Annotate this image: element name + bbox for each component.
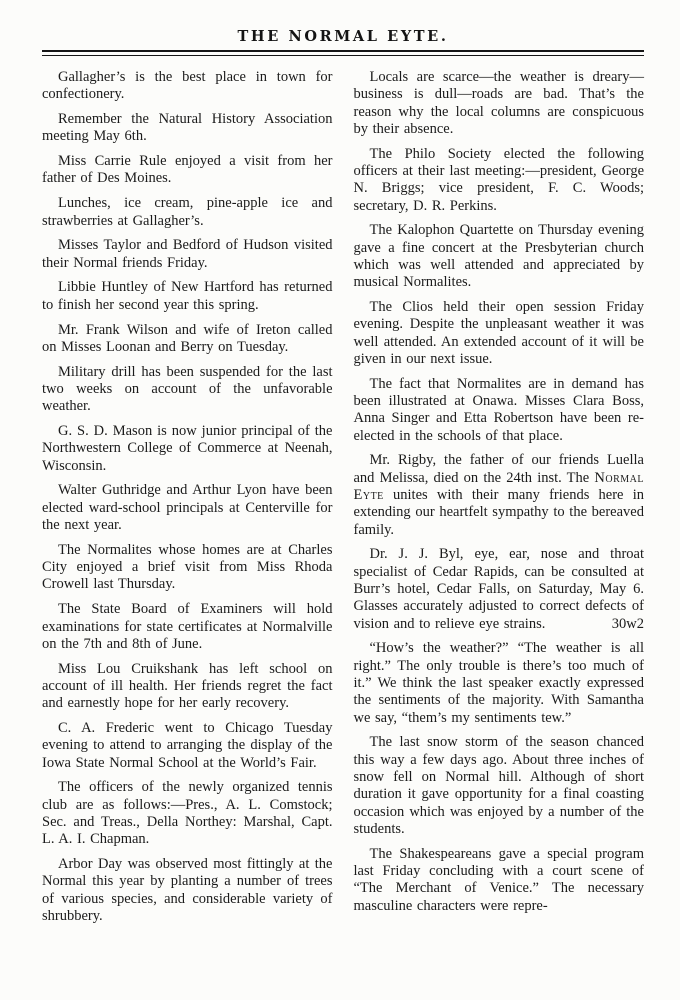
news-item-advertisement bbox=[354, 546, 645, 632]
news-item: Remember the Natural History Association meeting May 6th. bbox=[42, 111, 333, 145]
news-item: C. A. Frederic went to Chicago Tuesday evening to attend to arranging the display of the Iowa State Normal School at the World’s Fair. bbox=[42, 720, 333, 771]
news-text: Mr. Rigby, the father of our friends Luella and Melissa, died on the 24th inst. The bbox=[353, 452, 644, 486]
news-item: The Clios held their open session Friday evening. Despite the unpleasant weather it was well attended. An extended account of it will be given in our next issue. bbox=[353, 299, 644, 367]
news-item: Miss Carrie Rule enjoyed a visit from her father of Des Moines. bbox=[42, 153, 333, 187]
masthead-title: THE NORMAL EYTE. bbox=[237, 28, 449, 45]
news-item: Misses Taylor and Bedford of Hudson visited their Normal friends Friday. bbox=[42, 237, 333, 271]
news-item: Walter Guthridge and Arthur Lyon have been elected ward-school principals at Centerville for the next year. bbox=[42, 482, 333, 534]
news-item: The fact that Normalites are in demand has been illustrated at Onawa. Misses Clara Boss, Anna Singer and Etta Robertson have been re-elected in the schools of that place. bbox=[353, 375, 644, 444]
news-item: The Kalophon Quartette on Thursday evening gave a fine concert at the Presbyterian church which was well attended and appreciated by musical Normalites. bbox=[353, 222, 644, 291]
news-item: Locals are scarce—the weather is dreary—business is dull—roads are bad. That’s the reason why the local columns are conspicuous by their absence. bbox=[353, 69, 644, 137]
news-item: The last snow storm of the season chanced this way a few days ago. About three inches of snow fell on Normal hill. Although of short duration it gave opportunity for a final coasting occasion which was enjoyed by a number of the students. bbox=[353, 734, 644, 837]
news-item: The officers of the newly organized tennis club are as follows:—Pres., A. L. Comstock; Sec. and Treas., Della Northey: Marshal, Capt. L. A. I. Chapman. bbox=[42, 779, 333, 848]
news-item: Arbor Day was observed most fittingly at the Normal this year by planting a number of trees of various species, and considerable variety of shrubbery. bbox=[42, 856, 333, 924]
news-item-obituary bbox=[354, 452, 645, 538]
paper-name-smallcaps: Normal Eyte bbox=[353, 469, 644, 504]
news-item: “How’s the weather?” “The weather is all right.” The only trouble is there’s too much of it.” We think the last speaker exactly expressed the sentiments of the majority. With Samantha we say, “them’s my sentiments tew.” bbox=[353, 640, 644, 726]
news-item: Lunches, ice cream, pine-apple ice and strawberries at Gallagher’s. bbox=[42, 195, 333, 229]
news-item: The State Board of Examiners will hold examinations for state certificates at Normalville on the 7th and 8th of June. bbox=[42, 601, 333, 652]
news-item: The Shakespeareans gave a special program last Friday concluding with a court scene of “The Merchant of Venice.” The necessary masculine characters were repre- bbox=[353, 845, 644, 914]
news-item: Military drill has been suspended for the last two weeks on account of the unfavorable weather. bbox=[42, 363, 333, 415]
left-column bbox=[42, 69, 333, 933]
header-rule bbox=[42, 50, 644, 56]
news-item: The Normalites whose homes are at Charles City enjoyed a brief visit from Miss Rhoda Crowell last Thursday. bbox=[42, 541, 333, 593]
ad-code: 30w2 bbox=[611, 615, 644, 632]
news-text: unites with their many friends here in extending our heartfelt sympathy to the bereaved family. bbox=[353, 487, 644, 538]
news-item: Miss Lou Cruikshank has left school on account of ill health. Her friends regret the fact and earnestly hope for her early recovery. bbox=[42, 660, 333, 712]
ad-text: Dr. J. J. Byl, eye, ear, nose and throat specialist of Cedar Rapids, can be consulted at Burr’s hotel, Cedar Falls, on Saturday, May 6. Glasses accurately adjusted to correct defects of vision and to relieve eye strains. bbox=[353, 546, 644, 632]
news-item: The Philo Society elected the following officers at their last meeting:—president, George N. Briggs; vice president, F. C. Woods; secretary, D. R. Perkins. bbox=[353, 145, 644, 214]
news-item: Gallagher’s is the best place in town for confectionery. bbox=[42, 69, 333, 103]
news-item: Libbie Huntley of New Hartford has returned to finish her second year this spring. bbox=[42, 279, 333, 313]
news-item: G. S. D. Mason is now junior principal of the Northwestern College of Commerce at Neenah, Wisconsin. bbox=[42, 423, 333, 474]
column-layout bbox=[42, 69, 644, 933]
news-item: Mr. Frank Wilson and wife of Ireton called on Misses Loonan and Berry on Tuesday. bbox=[42, 321, 333, 355]
right-column bbox=[354, 69, 645, 933]
